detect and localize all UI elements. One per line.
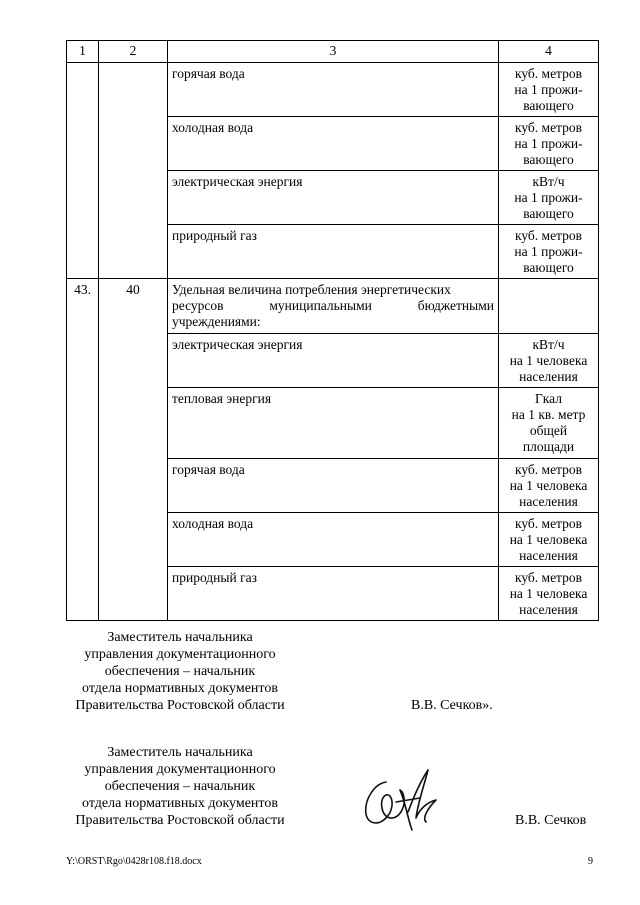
- header-col-3: 3: [168, 41, 499, 63]
- unit-cell: куб. метров на 1 человека населения: [499, 567, 599, 621]
- section-code: 40: [99, 279, 168, 621]
- header-col-4: 4: [499, 41, 599, 63]
- header-col-1: 1: [67, 41, 99, 63]
- table-row: [67, 63, 599, 117]
- data-table: [66, 40, 599, 621]
- file-path-footer: Y:\ORST\Rgo\0428r108.f18.docx: [66, 856, 202, 867]
- section-title: Удельная величина потребления энергетических ресурсов муниципальными бюджетными учреждениями:: [168, 279, 499, 334]
- header-col-2: 2: [99, 41, 168, 63]
- handwritten-signature: [356, 762, 442, 838]
- unit-cell: куб. метров на 1 прожи- вающего: [499, 225, 599, 279]
- empty-num-cell: [67, 63, 99, 279]
- unit-cell: куб. метров на 1 человека населения: [499, 513, 599, 567]
- unit-cell: кВт/ч на 1 человека населения: [499, 334, 599, 388]
- resource-cell: горячая вода: [168, 63, 499, 117]
- page-number: 9: [588, 856, 593, 867]
- table-row-section-43: [67, 279, 599, 334]
- resource-cell: холодная вода: [168, 513, 499, 567]
- signature-title-block-1: Заместитель начальника управления документационного обеспечения – начальник отдела нормативных документов Правительства Ростовской области: [75, 630, 285, 713]
- empty-unit-cell: [499, 279, 599, 334]
- unit-cell: Гкал на 1 кв. метр общей площади: [499, 388, 599, 459]
- table-header-row: [67, 41, 599, 63]
- signer-name-1: В.В. Сечков».: [411, 698, 493, 713]
- signer-name-2: В.В. Сечков: [515, 813, 587, 828]
- unit-cell: кВт/ч на 1 прожи- вающего: [499, 171, 599, 225]
- unit-cell: куб. метров на 1 прожи- вающего: [499, 63, 599, 117]
- empty-code-cell: [99, 63, 168, 279]
- resource-cell: природный газ: [168, 225, 499, 279]
- resource-cell: тепловая энергия: [168, 388, 499, 459]
- unit-cell: куб. метров на 1 человека населения: [499, 459, 599, 513]
- resource-cell: холодная вода: [168, 117, 499, 171]
- resource-cell: электрическая энергия: [168, 334, 499, 388]
- signature-title-block-2: Заместитель начальника управления документационного обеспечения – начальник отдела нормативных документов Правительства Ростовской области: [75, 745, 285, 828]
- section-number: 43.: [67, 279, 99, 621]
- resource-cell: электрическая энергия: [168, 171, 499, 225]
- resource-cell: природный газ: [168, 567, 499, 621]
- resource-cell: горячая вода: [168, 459, 499, 513]
- unit-cell: куб. метров на 1 прожи- вающего: [499, 117, 599, 171]
